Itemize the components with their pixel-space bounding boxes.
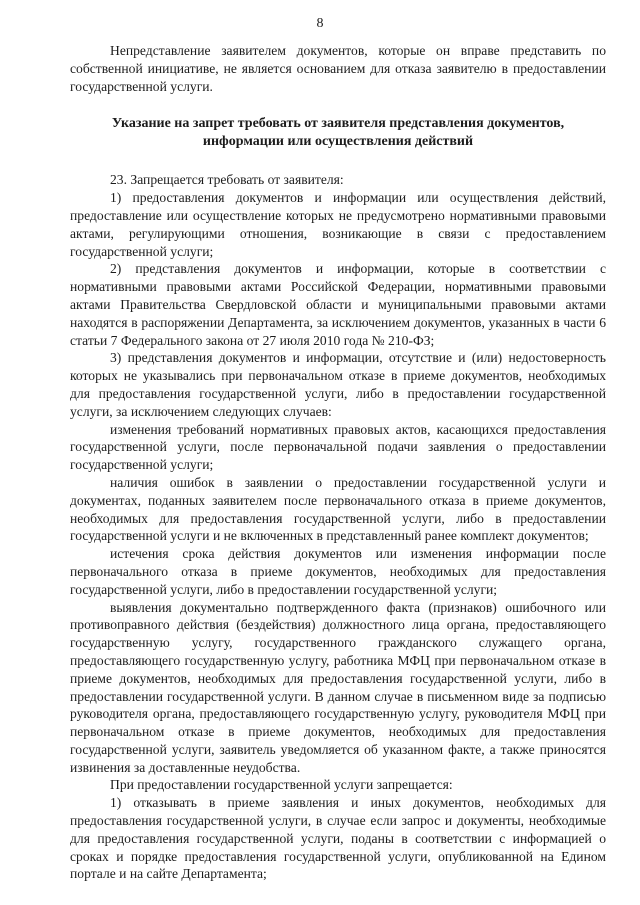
paragraph: 1) отказывать в приеме заявления и иных документов, необходимых для предоставления государственной услуги, в случае если запрос и документы, необходимые для предоставления государственной услуги, поданы в соответствии с информацией о сроках и порядке предоставления государственной услуги, опубликованной на Едином портале и на сайте Департамента; [70, 795, 606, 882]
section-heading: Указание на запрет требовать от заявителя представления документов, информации или осуществления действий [111, 116, 565, 150]
paragraph: Непредставление заявителем документов, которые он вправе представить по собственной инициативе, не является основанием для отказа заявителю в предоставлении государственной услуги. [70, 43, 606, 94]
paragraph: 23. Запрещается требовать от заявителя: [110, 172, 344, 188]
paragraph: При предоставлении государственной услуги запрещается: [110, 777, 453, 793]
paragraph: наличия ошибок в заявлении о предоставлении государственной услуги и документах, поданных заявителем после первоначального отказа в приеме документов, необходимых для предоставления государственной услуги, либо в предоставлении государственной услуги и не включенных в представленный ранее комплект документов; [70, 474, 606, 544]
paragraph: истечения срока действия документов или изменения информации после первоначального отказа в приеме документов, необходимых для предоставления государственной услуги, либо в предоставлении государственной услуги; [70, 546, 606, 597]
paragraph: изменения требований нормативных правовых актов, касающихся предоставления государственной услуги, после первоначальной подачи заявления о предоставлении государственной услуги; [70, 421, 606, 473]
paragraph: выявления документально подтвержденного факта (признаков) ошибочного или противоправного действия (бездействия) должностного лица органа, предоставляющего государственную услугу, государственного гражданского служащего органа, предоставляющего государственную услугу, работника МФЦ при первоначальном отказе в приеме документов, необходимых для предоставления государственной услуги, либо в предоставлении государственной услуги. В данном случае в письменном виде за подписью руководителя органа, предоставляющего государственную услугу, руководителя МФЦ при первоначальном отказе в приеме документов, необходимых для предоставления государственной услуги, заявитель уведомляется об указанном факте, а также приносятся извинения за доставленные неудобства. [70, 599, 606, 775]
page-number: 8 [316, 16, 324, 31]
document-body [70, 42, 606, 883]
paragraph: 3) представления документов и информации, отсутствие и (или) недостоверность которых не указывались при первоначальном отказе в приеме документов, необходимых для предоставления государственной услуги, либо в предоставлении государственной услуги, за исключением следующих случаев: [70, 350, 606, 419]
paragraph: 1) предоставления документов и информации или осуществления действий, предоставление или осуществление которых не предусмотрено нормативными правовыми актами, регулирующими отношения, возникающие в связи с предоставлением государственной услуги; [70, 190, 606, 259]
paragraph: 2) представления документов и информации, которые в соответствии с нормативными правовыми актами Российской Федерации, нормативными правовыми актами Правительства Свердловской области и муниципальными правовыми актами находятся в распоряжении Департамента, за исключением документов, указанных в части 6 статьи 7 Федерального закона от 27 июля 2010 года № 210-ФЗ; [70, 261, 606, 348]
